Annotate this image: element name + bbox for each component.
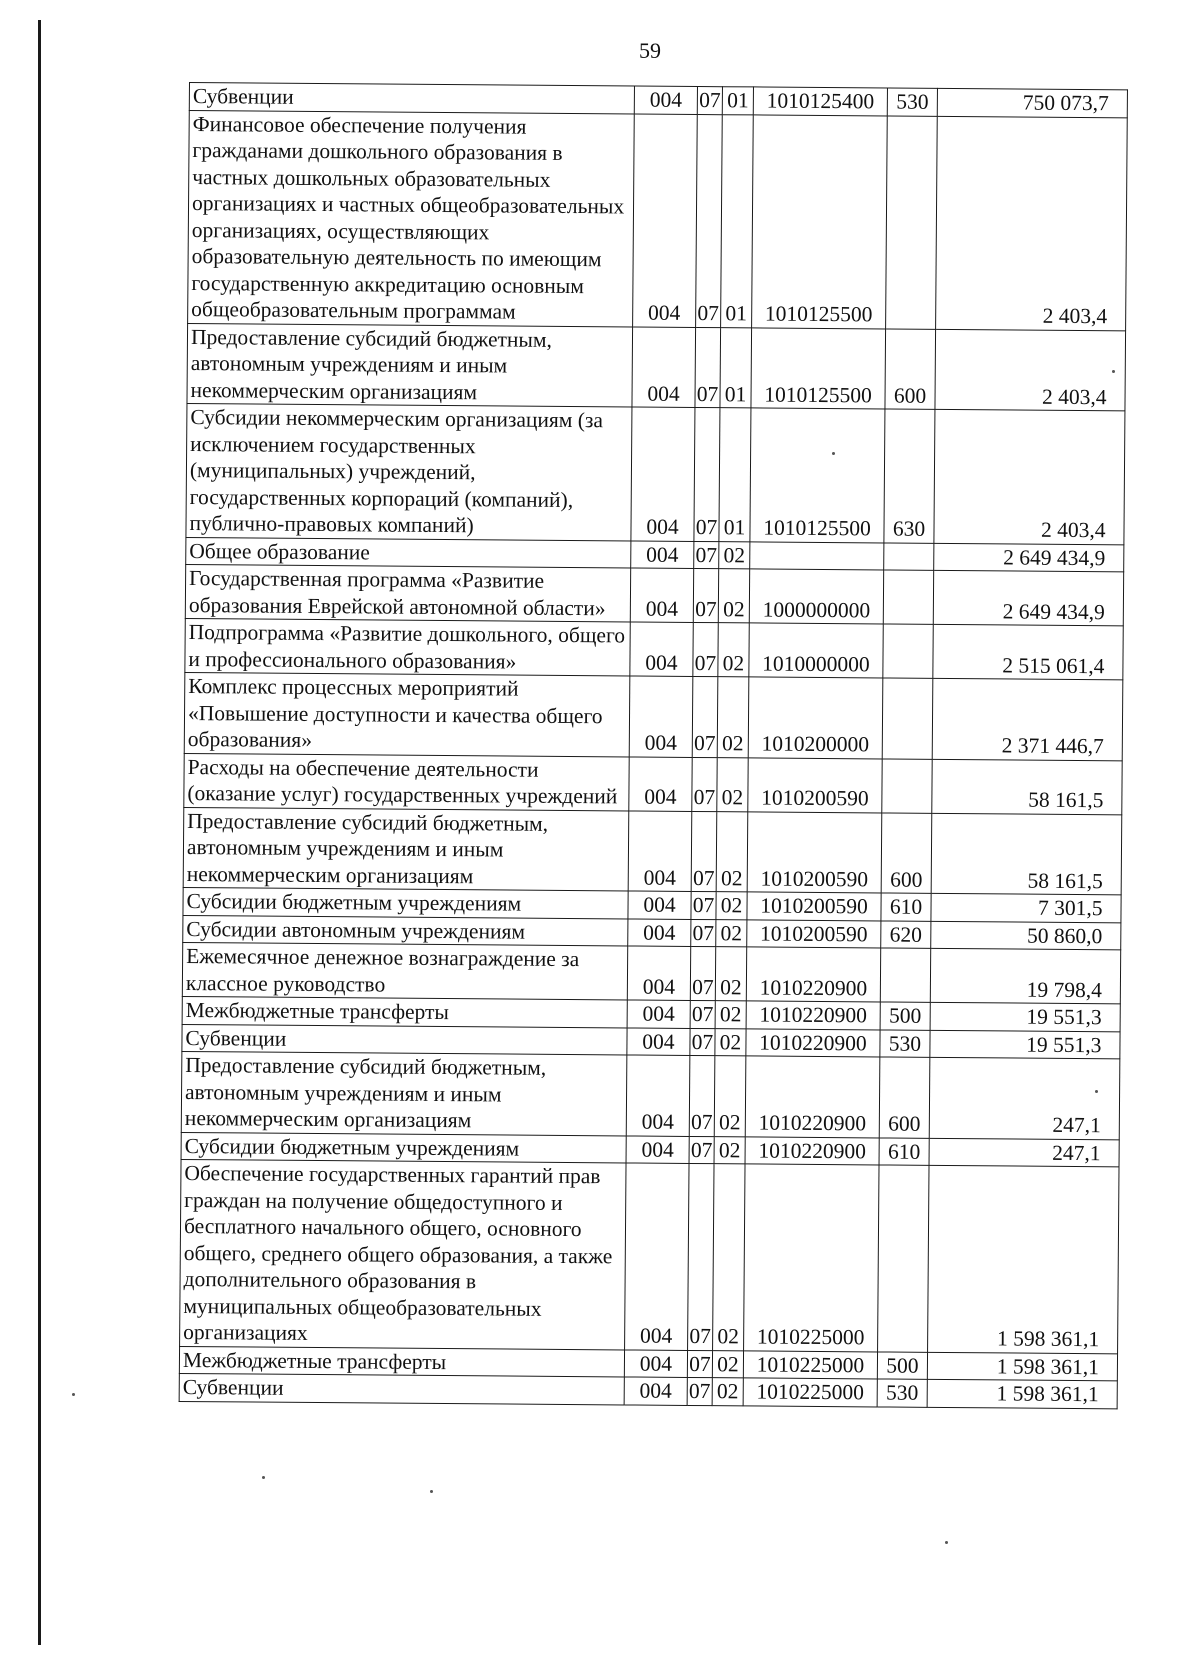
target-article-code: 1010200590 bbox=[747, 811, 882, 893]
table-row bbox=[185, 564, 1123, 625]
expense-type-code bbox=[886, 115, 938, 328]
section-code: 07 bbox=[693, 568, 718, 622]
table-row bbox=[180, 1159, 1119, 1353]
subsection-code: 01 bbox=[722, 87, 753, 115]
row-name: Субсидии бюджетным учреждениям bbox=[181, 1132, 626, 1163]
amount-value: 58 161,5 bbox=[932, 759, 1122, 814]
row-name: Подпрограмма «Развитие дошкольного, общего и профессионального образования» bbox=[185, 618, 630, 675]
section-code: 07 bbox=[691, 891, 716, 919]
target-article-code: 1010125400 bbox=[753, 87, 887, 116]
subsection-code: 02 bbox=[715, 1001, 746, 1029]
section-code: 07 bbox=[693, 622, 718, 676]
expense-type-code bbox=[884, 542, 934, 570]
subsection-code: 02 bbox=[714, 1136, 745, 1164]
expense-type-code: 610 bbox=[879, 1137, 929, 1165]
amount-value: 1 598 361,1 bbox=[927, 1379, 1117, 1408]
subsection-code: 02 bbox=[715, 1028, 746, 1056]
target-article-code: 1010225000 bbox=[744, 1164, 879, 1352]
section-code: 07 bbox=[692, 757, 717, 811]
expense-type-code: 530 bbox=[877, 1379, 927, 1407]
section-code: 07 bbox=[687, 1377, 712, 1405]
row-name: Предоставление субсидий бюджетным, автономным учреждениям и иным некоммерческим организациям bbox=[181, 1051, 627, 1135]
target-article-code: 1010220900 bbox=[746, 1028, 880, 1057]
row-name: Предоставление субсидий бюджетным, автономным учреждениям и иным некоммерческим организациям bbox=[183, 807, 629, 891]
amount-value: 1 598 361,1 bbox=[927, 1352, 1117, 1381]
target-article-code: 1010220900 bbox=[746, 1001, 880, 1030]
subsection-code: 02 bbox=[716, 892, 747, 920]
expense-type-code bbox=[882, 758, 932, 812]
ministry-code: 004 bbox=[633, 113, 698, 326]
scan-speck bbox=[832, 452, 835, 455]
row-name: Расходы на обеспечение деятельности (оказание услуг) государственных учреждений bbox=[184, 753, 629, 810]
ministry-code: 004 bbox=[628, 891, 691, 919]
section-code: 07 bbox=[692, 676, 718, 757]
table-row bbox=[184, 672, 1123, 760]
ministry-code: 004 bbox=[631, 540, 694, 568]
target-article-code: 1000000000 bbox=[749, 569, 883, 624]
ministry-code: 004 bbox=[625, 1163, 689, 1350]
section-code: 07 bbox=[688, 1163, 714, 1350]
amount-value: 2 649 434,9 bbox=[933, 570, 1123, 625]
budget-table bbox=[179, 82, 1128, 1409]
row-name: Ежемесячное денежное вознаграждение за классное руководство bbox=[182, 942, 627, 999]
subsection-code: 02 bbox=[716, 811, 748, 892]
target-article-code: 1010125500 bbox=[751, 327, 886, 409]
subsection-code: 02 bbox=[712, 1350, 743, 1378]
expense-type-code bbox=[883, 624, 933, 678]
row-name: Предоставление субсидий бюджетным, автономным учреждениям и иным некоммерческим организациям bbox=[187, 323, 633, 407]
ministry-code: 004 bbox=[626, 1135, 689, 1163]
row-name: Межбюджетные трансферты bbox=[182, 996, 627, 1027]
section-code: 07 bbox=[687, 1350, 712, 1378]
row-name: Обеспечение государственных гарантий прав граждан на получение общедоступного и бесплатного начального общего, основного общего, среднего общего образования, а также дополнительного образования в муниципальных общеобразовательных организациях bbox=[180, 1159, 626, 1349]
row-name: Субвенции bbox=[179, 1373, 624, 1404]
row-name: Субвенции bbox=[182, 1024, 627, 1055]
target-article-code: 1010200590 bbox=[747, 892, 881, 921]
expense-type-code: 610 bbox=[881, 893, 931, 921]
table-row bbox=[184, 753, 1122, 814]
ministry-code: 004 bbox=[630, 622, 693, 676]
amount-value: 750 073,7 bbox=[937, 88, 1127, 117]
target-article-code: 1010200590 bbox=[748, 757, 882, 812]
ministry-code: 004 bbox=[627, 1000, 690, 1028]
expense-type-code: 600 bbox=[881, 812, 932, 893]
scan-speck bbox=[1112, 370, 1115, 373]
expense-type-code: 500 bbox=[877, 1351, 927, 1379]
subsection-code: 02 bbox=[717, 677, 749, 758]
expense-type-code: 630 bbox=[884, 409, 935, 543]
amount-value: 247,1 bbox=[929, 1057, 1120, 1139]
target-article-code: 1010200590 bbox=[747, 919, 881, 948]
expense-type-code bbox=[882, 678, 933, 759]
table-row bbox=[181, 1051, 1120, 1139]
row-name: Финансовое обеспечение получения гражданами дошкольного образования в частных дошкольных образовательных организациях и частных общеобразовательных организациях, осуществляющих образовательную деятельность по имеющим государственную аккредитацию основным общеобразовательным программам bbox=[188, 110, 635, 326]
ministry-code: 004 bbox=[626, 1055, 690, 1136]
section-code: 07 bbox=[694, 541, 719, 569]
row-name: Субсидии автономным учреждениям bbox=[183, 915, 628, 946]
amount-value: 2 403,4 bbox=[934, 409, 1125, 544]
row-name: Государственная программа «Развитие образования Еврейской автономной области» bbox=[185, 564, 630, 621]
expense-type-code bbox=[883, 570, 933, 624]
ministry-code: 004 bbox=[629, 756, 692, 810]
scan-speck bbox=[1095, 1090, 1098, 1093]
subsection-code: 01 bbox=[721, 114, 754, 327]
amount-value: 19 798,4 bbox=[930, 948, 1120, 1003]
expense-type-code: 530 bbox=[880, 1029, 930, 1057]
expense-type-code: 600 bbox=[879, 1057, 930, 1138]
subsection-code: 01 bbox=[719, 408, 751, 542]
table-row bbox=[183, 807, 1122, 895]
row-name: Межбюджетные трансферты bbox=[179, 1346, 624, 1377]
amount-value: 2 649 434,9 bbox=[934, 543, 1124, 572]
section-code: 07 bbox=[690, 946, 715, 1000]
amount-value: 2 403,4 bbox=[935, 329, 1126, 411]
amount-value: 2 515 061,4 bbox=[933, 624, 1123, 679]
ministry-code: 004 bbox=[631, 407, 695, 541]
ministry-code: 004 bbox=[629, 676, 693, 757]
target-article-code: 1010200000 bbox=[748, 677, 883, 759]
section-code: 07 bbox=[691, 811, 717, 892]
ministry-code: 004 bbox=[624, 1349, 687, 1377]
target-article-code: 1010225000 bbox=[743, 1378, 877, 1407]
ministry-code: 004 bbox=[634, 86, 697, 114]
subsection-code: 02 bbox=[714, 1056, 746, 1137]
amount-value: 2 371 446,7 bbox=[932, 678, 1123, 760]
subsection-code: 02 bbox=[712, 1378, 743, 1406]
binding-edge-line bbox=[38, 20, 41, 1645]
ministry-code: 004 bbox=[632, 326, 696, 407]
section-code: 07 bbox=[691, 919, 716, 947]
target-article-code: 1010125500 bbox=[750, 408, 885, 543]
subsection-code: 02 bbox=[718, 569, 749, 623]
target-article-code: 1010220900 bbox=[745, 1056, 880, 1138]
target-article-code: 1010220900 bbox=[746, 947, 880, 1002]
ministry-code: 004 bbox=[628, 810, 692, 891]
target-article-code: 1010000000 bbox=[749, 623, 883, 678]
ministry-code: 004 bbox=[624, 1377, 687, 1405]
amount-value: 58 161,5 bbox=[931, 813, 1122, 895]
target-article-code: 1010125500 bbox=[752, 114, 888, 328]
section-code: 07 bbox=[689, 1055, 715, 1136]
subsection-code: 01 bbox=[720, 327, 752, 408]
section-code: 07 bbox=[695, 327, 721, 408]
subsection-code: 02 bbox=[718, 623, 749, 677]
amount-value: 247,1 bbox=[929, 1138, 1119, 1167]
row-name: Субсидии некоммерческим организациям (за исключением государственных (муниципальных) учреждений, государственных корпораций (компаний), публично-правовых компаний) bbox=[186, 403, 632, 540]
target-article-code bbox=[750, 541, 884, 570]
ministry-code: 004 bbox=[630, 568, 693, 622]
table-row bbox=[187, 323, 1126, 411]
expense-type-code: 500 bbox=[880, 1002, 930, 1030]
page-number: 59 bbox=[639, 38, 661, 63]
section-code: 07 bbox=[690, 1000, 715, 1028]
table-row bbox=[186, 403, 1125, 544]
ministry-code: 004 bbox=[627, 1027, 690, 1055]
subsection-code: 02 bbox=[713, 1164, 745, 1351]
table-row bbox=[188, 110, 1128, 330]
scan-speck bbox=[262, 1476, 265, 1479]
row-name: Субвенции bbox=[189, 83, 634, 114]
subsection-code: 02 bbox=[717, 757, 748, 811]
amount-value: 50 860,0 bbox=[931, 921, 1121, 950]
expense-type-code bbox=[878, 1165, 929, 1352]
amount-value: 1 598 361,1 bbox=[928, 1165, 1119, 1353]
row-name: Общее образование bbox=[186, 537, 631, 568]
target-article-code: 1010225000 bbox=[743, 1350, 877, 1379]
amount-value: 2 403,4 bbox=[936, 116, 1128, 330]
amount-value: 7 301,5 bbox=[931, 893, 1121, 922]
amount-value: 19 551,3 bbox=[930, 1002, 1120, 1031]
expense-type-code: 620 bbox=[881, 920, 931, 948]
subsection-code: 02 bbox=[716, 919, 747, 947]
section-code: 07 bbox=[690, 1028, 715, 1056]
ministry-code: 004 bbox=[628, 918, 691, 946]
scan-speck bbox=[430, 1490, 433, 1493]
section-code: 07 bbox=[694, 407, 720, 541]
target-article-code: 1010220900 bbox=[745, 1136, 879, 1165]
expense-type-code bbox=[880, 948, 930, 1002]
amount-value: 19 551,3 bbox=[930, 1030, 1120, 1059]
row-name: Субсидии бюджетным учреждениям bbox=[183, 887, 628, 918]
ministry-code: 004 bbox=[627, 946, 690, 1000]
section-code: 07 bbox=[697, 86, 722, 114]
table-row bbox=[185, 618, 1123, 679]
row-name: Комплекс процессных мероприятий «Повышение доступности и качества общего образования» bbox=[184, 672, 630, 756]
expense-type-code: 530 bbox=[887, 88, 937, 116]
subsection-code: 02 bbox=[719, 541, 750, 569]
scan-speck bbox=[945, 1541, 948, 1544]
section-code: 07 bbox=[689, 1136, 714, 1164]
table-row bbox=[182, 942, 1120, 1003]
scan-speck bbox=[72, 1393, 75, 1396]
expense-type-code: 600 bbox=[885, 328, 936, 409]
subsection-code: 02 bbox=[715, 947, 746, 1001]
section-code: 07 bbox=[696, 114, 723, 327]
